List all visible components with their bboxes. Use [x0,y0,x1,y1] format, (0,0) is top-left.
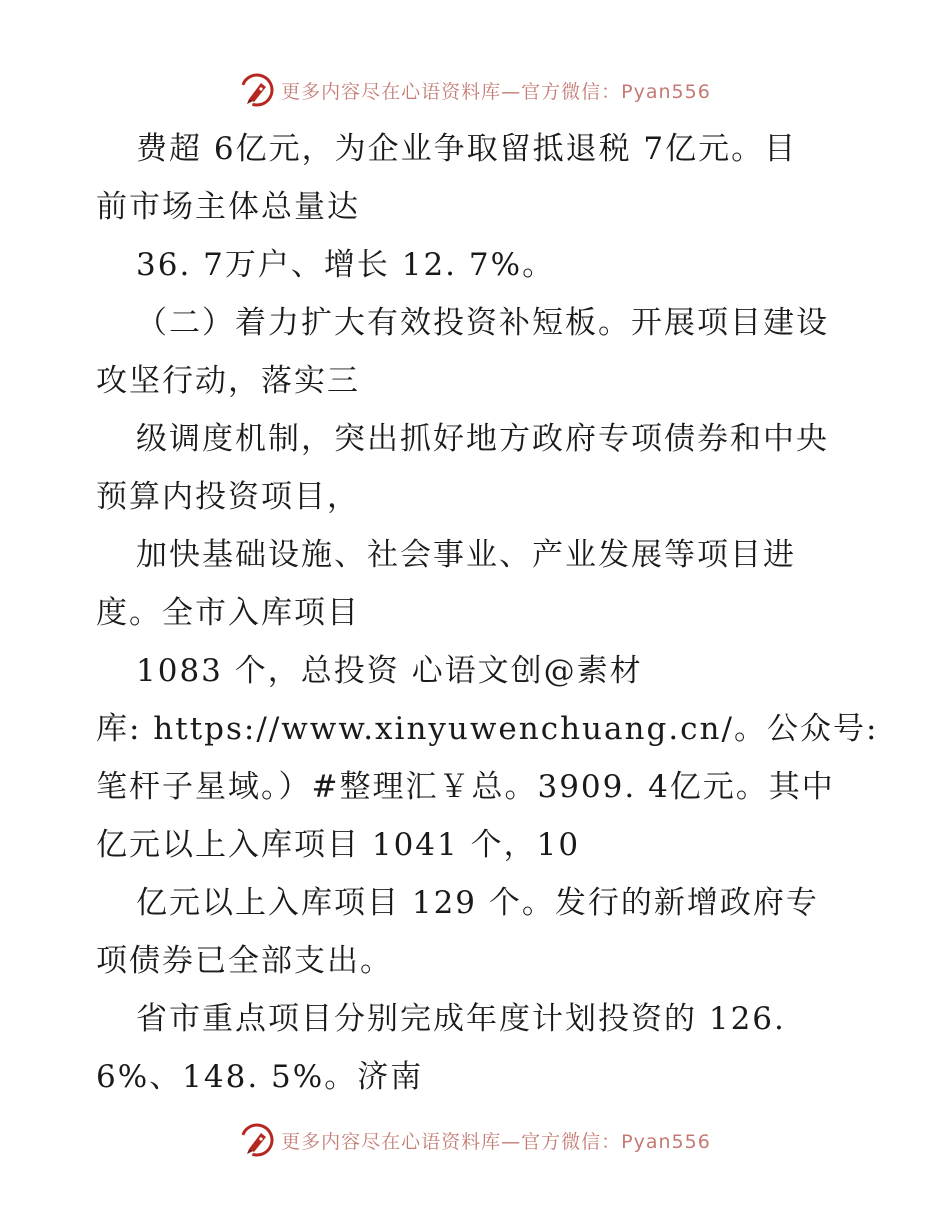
body-line: 6%、148. 5%。济南 [96,1059,424,1095]
watermark-text: 更多内容尽在心语资料库—官方微信：Pyan556 [281,80,711,103]
body-line: 度。全市入库项目 [96,595,360,631]
body-line: 前市场主体总量达 [96,189,360,225]
body-line: 预算内投资项目， [96,479,360,515]
pen-nib-logo-icon [239,72,275,108]
header-watermark [0,70,950,110]
body-line: （二）着力扩大有效投资补短板。开展项目建设 [136,305,829,341]
body-line: 级调度机制，突出抓好地方政府专项债券和中央 [136,421,829,457]
body-line: 库: https://www.xinyuwenchuang.cn/。公众号: [96,711,879,747]
footer-watermark [0,1120,950,1160]
body-line: 费超 6亿元，为企业争取留抵退税 7亿元。目 [136,131,798,167]
body-line: 亿元以上入库项目 1041 个，10 [96,827,581,863]
pen-nib-logo-icon [239,1122,275,1158]
body-line: 笔杆子星域。）#整理汇￥总。3909. 4亿元。其中 [96,769,835,805]
body-line: 1083 个，总投资 心语文创@素材 [136,653,643,689]
document-body [96,120,886,1106]
body-line: 加快基础设施、社会事业、产业发展等项目进 [136,537,796,573]
body-line: 亿元以上入库项目 129 个。发行的新增政府专 [136,885,819,921]
body-line: 省市重点项目分别完成年度计划投资的 126. [136,1001,786,1037]
body-line: 36. 7万户、增长 12. 7%。 [136,247,556,283]
body-line: 项债券已全部支出。 [96,943,393,979]
watermark-text: 更多内容尽在心语资料库—官方微信：Pyan556 [281,1130,711,1153]
body-line: 攻坚行动，落实三 [96,363,360,399]
